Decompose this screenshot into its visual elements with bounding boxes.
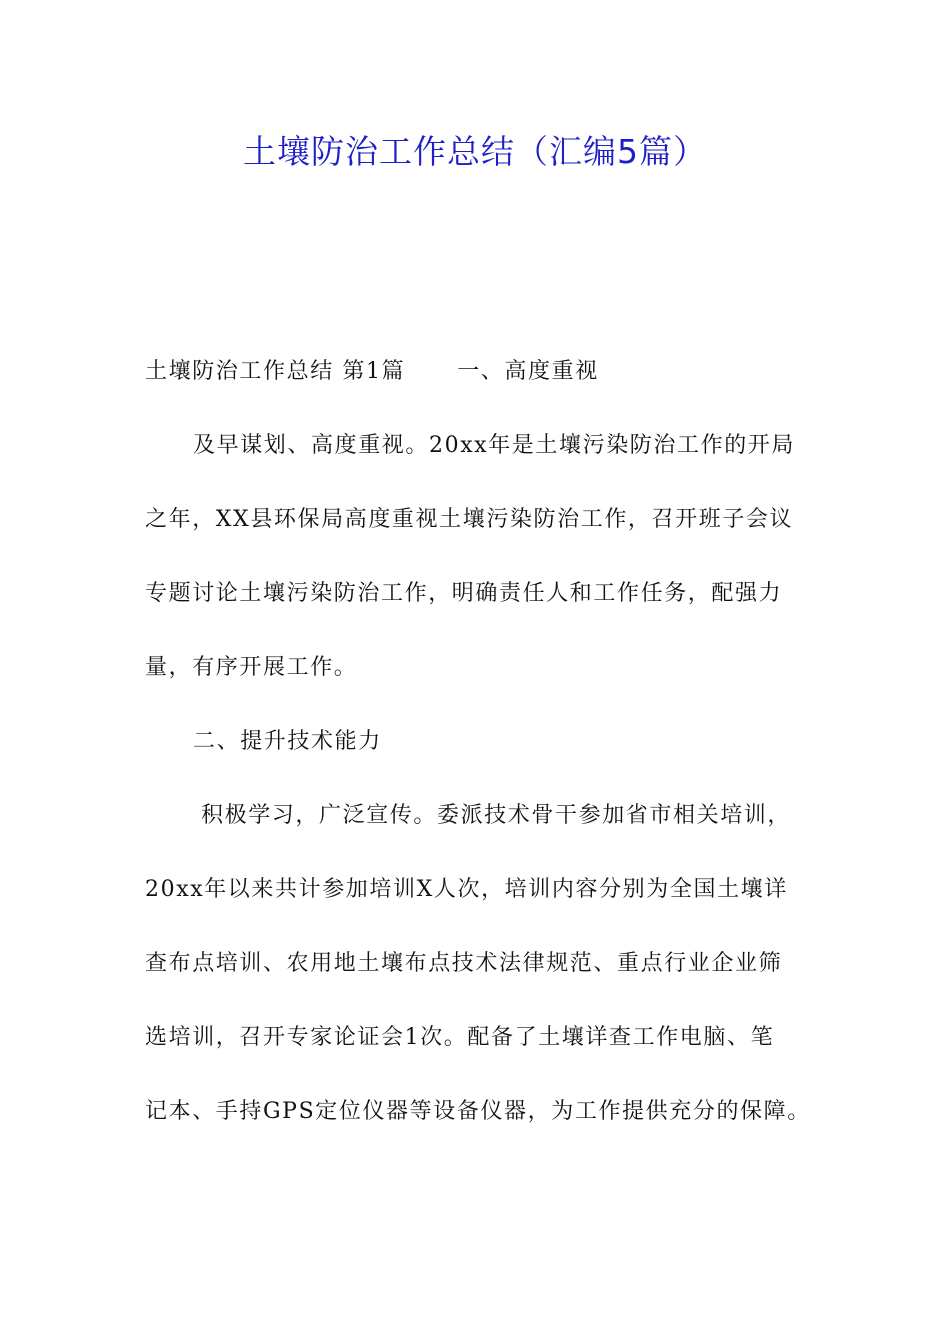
paragraph1-line: 之年，XX县环保局高度重视土壤污染防治工作，召开班子会议 (145, 507, 794, 532)
paragraph2-line: 20xx年以来共计参加培训X人次，培训内容分别为全国土壤详 (145, 877, 788, 902)
paragraph1-line: 专题讨论土壤污染防治工作，明确责任人和工作任务，配强力 (145, 581, 783, 606)
part2-heading: 二、提升技术能力 (193, 729, 382, 754)
section-heading: 土壤防治工作总结 第1篇 (145, 359, 406, 384)
document-title: 土壤防治工作总结（汇编5篇） (243, 132, 707, 171)
section-heading-line (145, 335, 825, 409)
part1-heading: 一、高度重视 (457, 359, 599, 384)
paragraph1-line: 及早谋划、高度重视。20xx年是土壤污染防治工作的开局 (193, 433, 796, 458)
paragraph1-line: 量，有序开展工作。 (145, 655, 358, 680)
paragraph2-line: 选培训，召开专家论证会1次。配备了土壤详查工作电脑、笔 (145, 1025, 775, 1050)
paragraph2-line: 积极学习，广泛宣传。委派技术骨干参加省市相关培训， (201, 803, 792, 828)
paragraph2-line: 记本、手持GPS定位仪器等设备仪器，为工作提供充分的保障。 (145, 1099, 811, 1124)
document-body (145, 335, 825, 1149)
paragraph2-line: 查布点培训、农用地土壤布点技术法律规范、重点行业企业筛 (145, 951, 783, 976)
